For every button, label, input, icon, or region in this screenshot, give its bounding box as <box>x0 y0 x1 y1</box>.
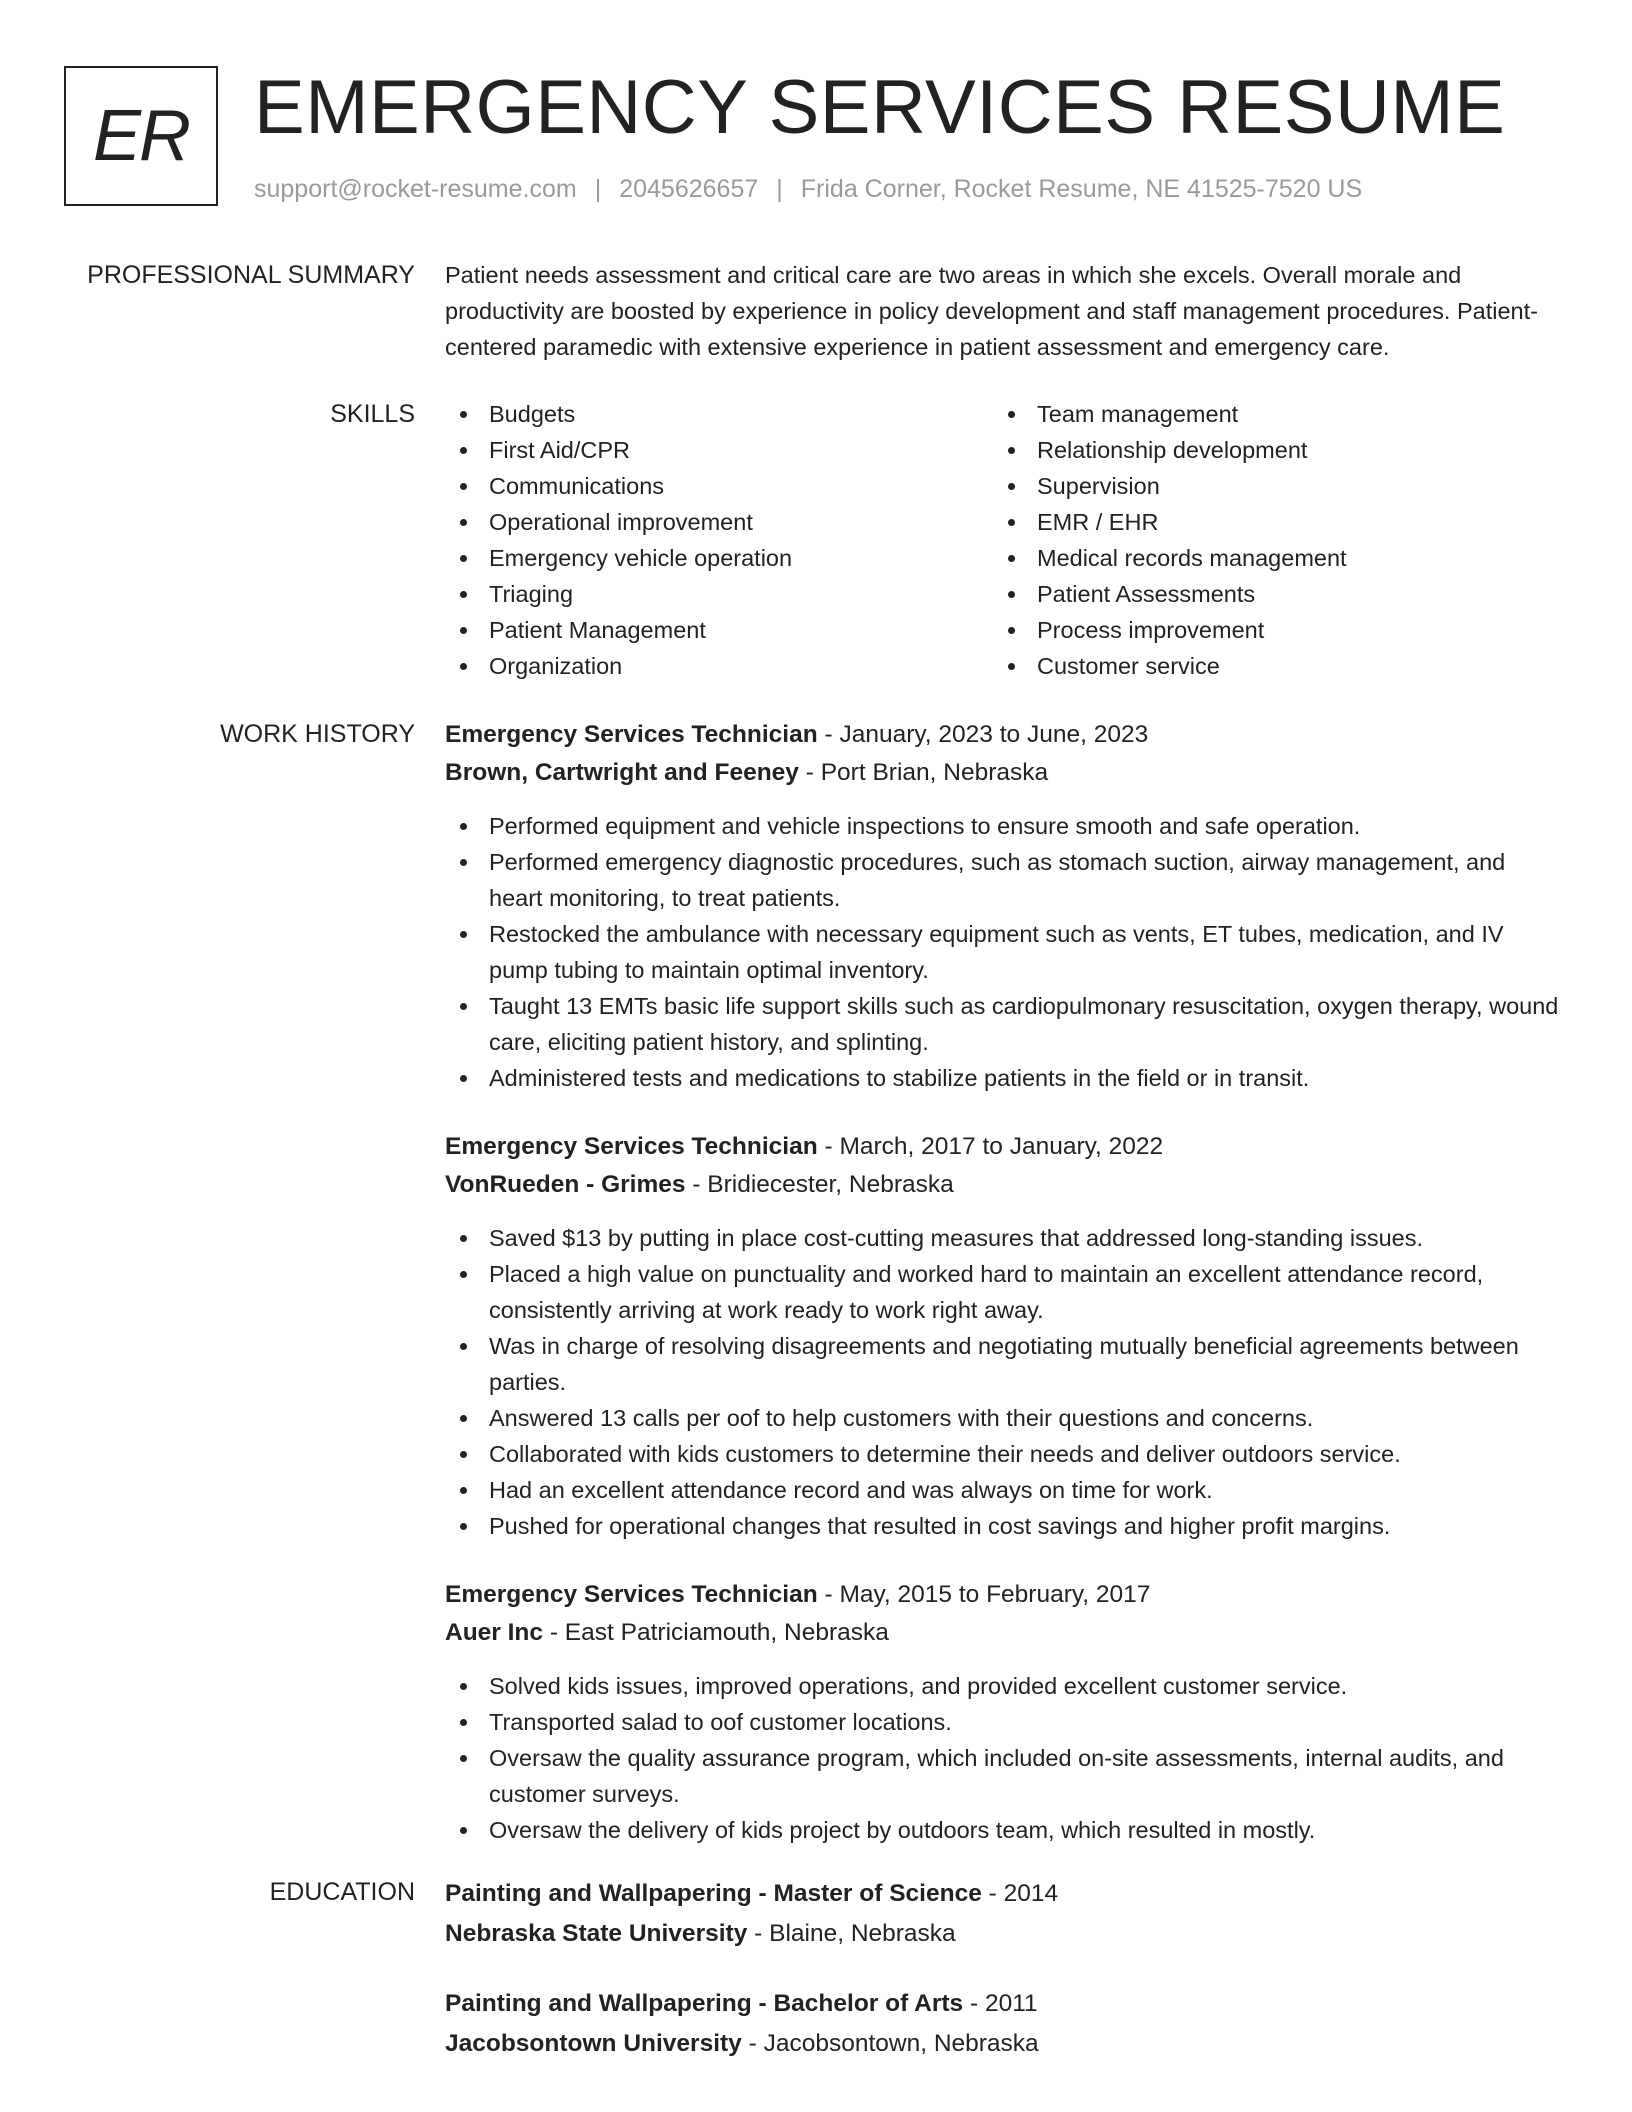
summary-body <box>445 257 1565 365</box>
job-title: Emergency Services Technician <box>445 721 818 748</box>
contact-email: support@rocket-resume.com <box>254 175 577 203</box>
job-location: - East Patriciamouth, Nebraska <box>543 1619 889 1646</box>
monogram-logo: ER <box>64 66 218 206</box>
section-label-work: WORK HISTORY <box>220 720 415 748</box>
education-school: Nebraska State University <box>445 1920 748 1947</box>
job-bullet: Had an excellent attendance record and was always on time for work. <box>445 1472 1565 1508</box>
section-label-education: EDUCATION <box>269 1878 415 1906</box>
job-bullets <box>445 1220 1565 1544</box>
skill-item: Patient Management <box>445 612 993 648</box>
skill-item: Budgets <box>445 396 993 432</box>
skill-item: Communications <box>445 468 993 504</box>
job-company-line <box>445 1614 1565 1652</box>
education-year: - 2011 <box>963 1990 1038 2017</box>
skill-item: Team management <box>993 396 1565 432</box>
section-label-skills: SKILLS <box>330 400 415 428</box>
skill-item: Process improvement <box>993 612 1565 648</box>
skill-item: Organization <box>445 648 993 684</box>
job-bullet: Oversaw the delivery of kids project by outdoors team, which resulted in mostly. <box>445 1812 1565 1848</box>
job-company: Brown, Cartwright and Feeney <box>445 759 799 786</box>
contact-address: Frida Corner, Rocket Resume, NE 41525-7520 US <box>800 175 1363 203</box>
job-bullet: Solved kids issues, improved operations, and provided excellent customer service. <box>445 1668 1565 1704</box>
job-bullet: Taught 13 EMTs basic life support skills such as cardiopulmonary resuscitation, oxygen therapy, wound care, eliciting patient history, and splinting. <box>445 988 1565 1060</box>
job-bullet: Was in charge of resolving disagreements and negotiating mutually beneficial agreements between parties. <box>445 1328 1565 1400</box>
education-entry <box>445 1984 1565 2064</box>
education-body <box>445 1874 1565 2094</box>
skill-item: Emergency vehicle operation <box>445 540 993 576</box>
job-title-line <box>445 716 1565 754</box>
skill-item: Medical records management <box>993 540 1565 576</box>
skill-item: Patient Assessments <box>993 576 1565 612</box>
job-bullet: Performed equipment and vehicle inspections to ensure smooth and safe operation. <box>445 808 1565 844</box>
job-title-line <box>445 1576 1565 1614</box>
job-bullets <box>445 1668 1565 1848</box>
job-bullet: Placed a high value on punctuality and worked hard to maintain an excellent attendance record, consistently arriving at work ready to work right away. <box>445 1256 1565 1328</box>
job-bullet: Oversaw the quality assurance program, which included on-site assessments, internal audits, and customer surveys. <box>445 1740 1565 1812</box>
skills-column-2 <box>993 396 1565 684</box>
job-title: Emergency Services Technician <box>445 1581 818 1608</box>
job-entry <box>445 716 1565 1096</box>
skill-item: Triaging <box>445 576 993 612</box>
job-dates: - January, 2023 to June, 2023 <box>817 721 1149 748</box>
job-title: Emergency Services Technician <box>445 1133 818 1160</box>
summary-text: Patient needs assessment and critical care are two areas in which she excels. Overall morale and productivity are boosted by experience in policy development and staff management procedures. Patient-centered paramedic with extensive experience in patient assessment and emergency care. <box>445 262 1538 360</box>
job-bullet: Saved $13 by putting in place cost-cutting measures that addressed long-standing issues. <box>445 1220 1565 1256</box>
contact-phone: 2045626657 <box>619 175 759 203</box>
job-bullet: Pushed for operational changes that resulted in cost savings and higher profit margins. <box>445 1508 1565 1544</box>
section-label-summary: PROFESSIONAL SUMMARY <box>87 261 415 289</box>
job-bullet: Performed emergency diagnostic procedures, such as stomach suction, airway management, and heart monitoring, to treat patients. <box>445 844 1565 916</box>
contact-separator: | <box>776 175 783 203</box>
education-location: - Jacobsontown, Nebraska <box>741 2030 1039 2057</box>
job-dates: - March, 2017 to January, 2022 <box>817 1133 1164 1160</box>
job-bullet: Transported salad to oof customer locations. <box>445 1704 1565 1740</box>
resume-title: EMERGENCY SERVICES RESUME <box>254 65 1506 150</box>
education-school-line <box>445 1914 1565 1954</box>
education-entry <box>445 1874 1565 1954</box>
skill-item: Relationship development <box>993 432 1565 468</box>
job-bullet: Answered 13 calls per oof to help customers with their questions and concerns. <box>445 1400 1565 1436</box>
job-title-line <box>445 1128 1565 1166</box>
job-location: - Bridiecester, Nebraska <box>685 1171 954 1198</box>
job-company: VonRueden - Grimes <box>445 1171 686 1198</box>
job-dates: - May, 2015 to February, 2017 <box>817 1581 1151 1608</box>
education-degree: Painting and Wallpapering - Master of Science <box>445 1880 982 1907</box>
job-bullet: Restocked the ambulance with necessary equipment such as vents, ET tubes, medication, and IV pump tubing to maintain optimal inventory. <box>445 916 1565 988</box>
skill-item: First Aid/CPR <box>445 432 993 468</box>
skills-column-1 <box>445 396 993 684</box>
contact-line <box>254 172 1362 206</box>
skill-item: EMR / EHR <box>993 504 1565 540</box>
job-location: - Port Brian, Nebraska <box>798 759 1049 786</box>
education-school: Jacobsontown University <box>445 2030 742 2057</box>
contact-separator: | <box>594 175 602 203</box>
job-entry <box>445 1576 1565 1848</box>
job-bullets <box>445 808 1565 1096</box>
skill-item: Supervision <box>993 468 1565 504</box>
job-bullet: Collaborated with kids customers to determine their needs and deliver outdoors service. <box>445 1436 1565 1472</box>
education-school-line <box>445 2024 1565 2064</box>
education-year: - 2014 <box>981 1880 1059 1907</box>
job-company-line <box>445 754 1565 792</box>
education-location: - Blaine, Nebraska <box>747 1920 956 1947</box>
education-degree-line <box>445 1984 1565 2024</box>
skills-body <box>445 396 1565 684</box>
job-company: Auer Inc <box>445 1619 544 1646</box>
job-company-line <box>445 1166 1565 1204</box>
job-entry <box>445 1128 1565 1544</box>
skill-item: Customer service <box>993 648 1565 684</box>
skill-item: Operational improvement <box>445 504 993 540</box>
work-history-body <box>445 716 1565 1880</box>
education-degree-line <box>445 1874 1565 1914</box>
education-degree: Painting and Wallpapering - Bachelor of Arts <box>445 1990 964 2017</box>
job-bullet: Administered tests and medications to stabilize patients in the field or in transit. <box>445 1060 1565 1096</box>
